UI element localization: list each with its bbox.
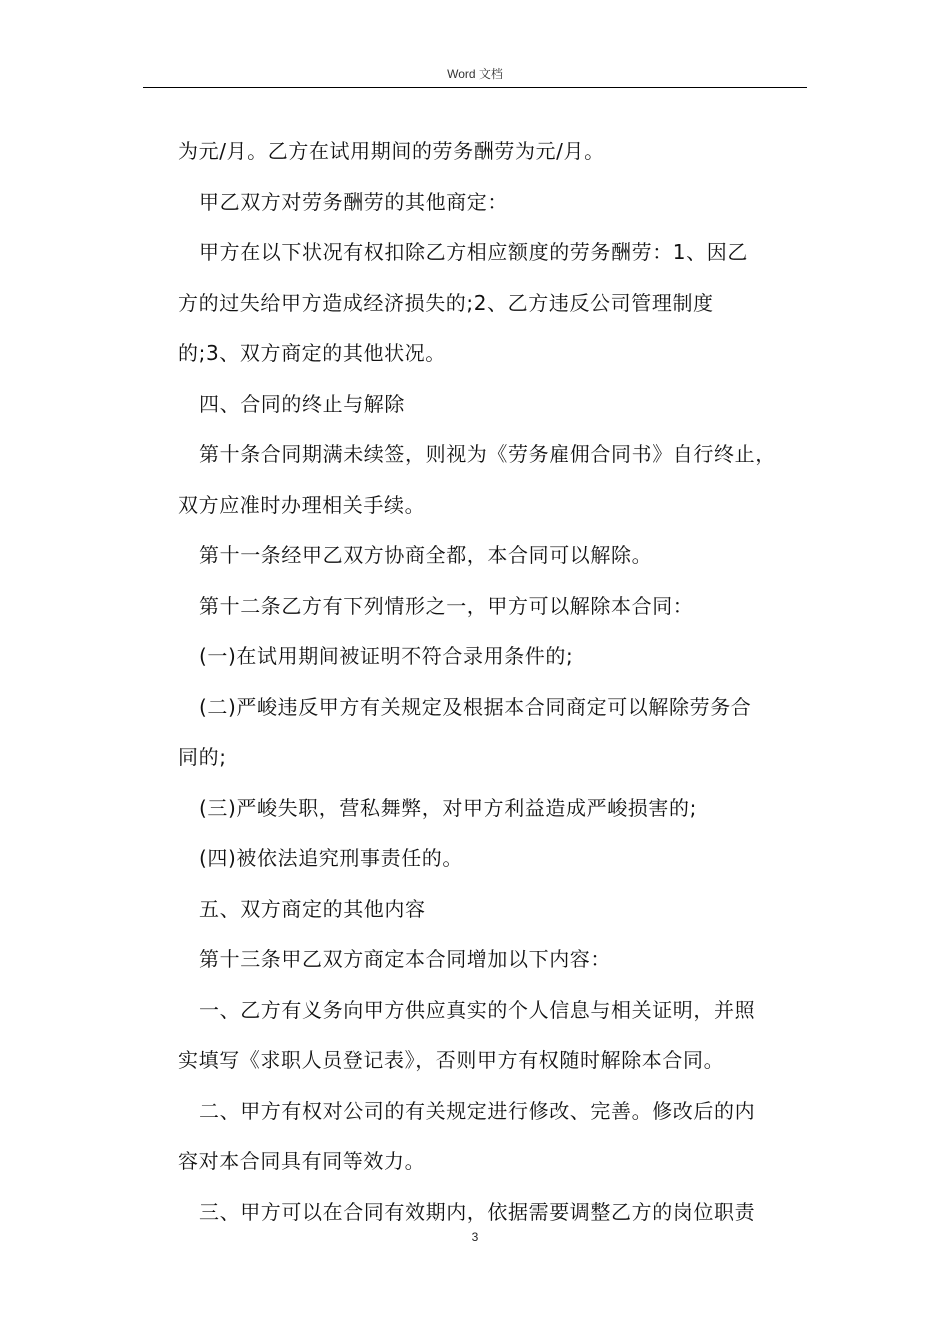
paragraph-line: 同的; xyxy=(178,745,227,769)
paragraph-line: 第十一条经甲乙双方协商全都，本合同可以解除。 xyxy=(199,543,653,567)
list-item: (二)严峻违反甲方有关规定及根据本合同商定可以解除劳务合 xyxy=(199,694,752,719)
paragraph-line: 一、乙方有义务向甲方供应真实的个人信息与相关证明，并照 xyxy=(199,997,756,1022)
page-number: 3 xyxy=(471,1230,479,1244)
paragraph-line: 二、甲方有权对公司的有关规定进行修改、完善。修改后的内 xyxy=(199,1098,756,1123)
section-heading: 四、合同的终止与解除 xyxy=(199,391,405,416)
paragraph-line: 方的过失给甲方造成经济损失的;2、乙方违反公司管理制度 xyxy=(178,290,714,315)
paragraph-line: 第十条合同期满未续签，则视为《劳务雇佣合同书》自行终止， xyxy=(199,442,776,466)
paragraph-line: 甲乙双方对劳务酬劳的其他商定： xyxy=(199,189,508,214)
paragraph-line: 容对本合同具有同等效力。 xyxy=(178,1149,426,1173)
document-header-title: Word 文档 xyxy=(447,67,503,81)
paragraph-line: 第十二条乙方有下列情形之一，甲方可以解除本合同： xyxy=(199,593,694,618)
list-item: (三)严峻失职，营私舞弊，对甲方利益造成严峻损害的; xyxy=(199,795,697,820)
paragraph-line: 为元/月。乙方在试用期间的劳务酬劳为元/月。 xyxy=(178,139,605,163)
paragraph-line: 三、甲方可以在合同有效期内，依据需要调整乙方的岗位职责 xyxy=(199,1199,756,1224)
paragraph-line: 第十三条甲乙双方商定本合同增加以下内容： xyxy=(199,947,611,971)
list-item: (一)在试用期间被证明不符合录用条件的; xyxy=(199,644,574,668)
header-divider xyxy=(143,87,807,88)
section-heading: 五、双方商定的其他内容 xyxy=(199,896,426,921)
paragraph-line: 的;3、双方商定的其他状况。 xyxy=(178,341,446,365)
paragraph-line: 双方应准时办理相关手续。 xyxy=(178,492,426,517)
paragraph-line: 甲方在以下状况有权扣除乙方相应额度的劳务酬劳：1、因乙 xyxy=(199,240,748,264)
paragraph-line: 实填写《求职人员登记表》，否则甲方有权随时解除本合同。 xyxy=(178,1048,725,1072)
document-body xyxy=(178,126,808,1237)
list-item: (四)被依法追究刑事责任的。 xyxy=(199,846,464,870)
